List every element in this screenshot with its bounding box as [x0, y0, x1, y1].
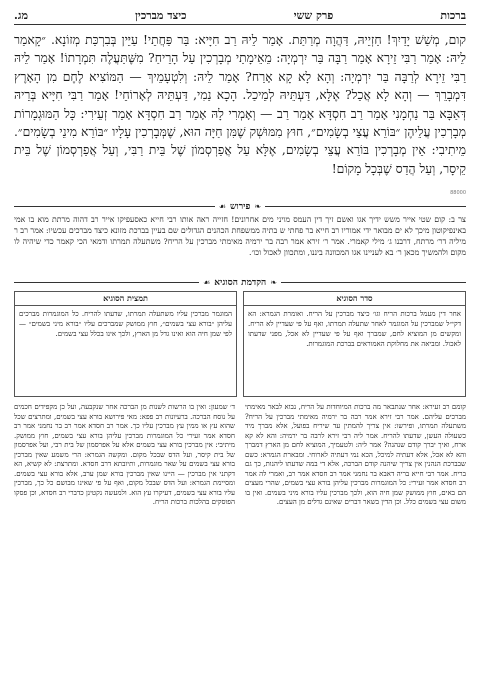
ornament-icon: ❧ — [254, 202, 262, 211]
divider-line — [281, 282, 466, 283]
ornament-icon: ☙ — [203, 278, 211, 287]
summary-boxes — [14, 291, 466, 397]
summary-box-title: תמצית הסוגיא — [15, 292, 236, 306]
chapter-name: כיצד מברכין — [135, 9, 187, 22]
divider-line — [14, 206, 215, 207]
page-ref: מג. — [14, 9, 28, 22]
page-header — [14, 6, 466, 25]
commentary-column-right: קומם רב זעירא: אחר שנתבאר מה ברכות המיוחדות על הריח, נבוא לבאר מאימתי מברכים עליהם. אמר רבי זירא אמר רבה בר ירמיה מאימתי מברכין על הריח? משתעלה תמרתו, ופירשו: אין צריך להמתין עד שיריח בפועל, אלא מברך מיד כשעולה העשן, שדעתו להריח. אמר ליה רבי זירא לרבה בר ירמיה: והא לא קא ארח, ואיך יברך קודם שנהנה? אמר ליה: ולטעמיך, המוציא לחם מן הארץ דמברך והא לא אכל, אלא דעתיה למיכל, הכא נמי דעתיה לארוחי. ומבארת הגמרא: כשם שבברכת הנהנין אין צריך שיהנה קודם הברכה, אלא די במה שדעתו ליהנות, כך גם בריח. אמר רבי חייא בריה דאבא בר נחמני אמר רב חסדא אמר רב, ואמרי לה אמר רב חסדא אמר זעירי: כל המוגמרות מברכין עליהן בורא עצי בשמים, שהרי מעצים הם באים, חוץ ממושק שמן חיה הוא, ולכך מברכין עליו בורא מיני בשמים. ואין בו משום עצי בשמים כלל. וכן הדין בשאר דברים שאינם גדלים מן העצים. — [245, 403, 466, 507]
explanation-text: צר ב: קום שטי אייר משש ידיך אגו ואשם זיך דין העמס מויני מים אחרונים! חזייה ראה אותו רבי חייא כאסעפיקו אייר רב דהוה מרתת מוא בו אמי באינפיקוטון מיכך לא ים מבואר ידי אמוריו רב חייא בר פחתי ש בתיה ממשפחת הכהנים הגדולים שם בעיין בברכת מזונא כיצד מברכים עכשיו: אמר רב ר מיליה דר׳ מרתח, דרבנו ג׳ מילי קאמרי. אמר ר׳ זירא אמר רבה בר ירמיה מאימתי מברכין על הריח? משתעלה תמרתו ודמאי הכי קאמר כדי שיהיה לו מקום ולהמשיך מכאן ר׳ בא לעניינו אגו המכוונה ביננו, ומתכוון לאכול וכו׳. — [14, 215, 466, 258]
page-mark: 88000 — [450, 190, 466, 196]
order-box — [243, 291, 466, 397]
order-box-title: סדר הסוגיא — [244, 292, 465, 306]
divider-line — [265, 206, 466, 207]
perek-label: פרק ששי — [293, 9, 334, 22]
commentary-columns — [14, 403, 466, 699]
commentary-column-left: ד׳ שמעון: ואין בו הרשות לשנות מן הברכה אחר שנקבעה, ועל כן מקפידים חכמים על נוסח הברכה. ברעיונות רב פפא: מאי פירושא בורא עצי בשמים, ומתרצים שכל שהוא עץ או ממין עץ מברכין עליו כך. אמר רב חסדא אמר רב בר נחמני אמר רב חסדא אמר זעירי כל המוגמרות מברכין עליהן בורא עצי בשמים, חוץ ממושק. מיתיבי: אין מברכין בורא עצי בשמים אלא על אפרסמון של בית רבי, ועל אפרסמון של בית קיסר, ועל הדס שבכל מקום. ומקשה הגמרא: הרי משמע שאין מברכין בורא עצי בשמים על שאר מוגמרות, ותיובתא דרב חסדא. ומתרצת: לא קשיא, הא דקתני אין מברכין — היינו שאין מברכין בורא שמן ערב, אלא בורא עצי בשמים. ומסיימת הגמרא: ועל הדס שבכל מקום, ואף על פי שאינו מבושם כל כך, מברכין עליו בורא עצי בשמים, דעיקרו עץ הוא. ולמעשה נקטינן כדברי רב חסדא, וכן פסקו הפוסקים בהלכות ברכות הריח. — [14, 403, 235, 507]
ornament-icon: ☙ — [218, 202, 227, 211]
tractate-name: ברכות — [440, 9, 466, 22]
summary-box-body: המוגמר מברכין עליו משתעלה תמרתו, שדעתו להריח. כל המוגמרות מברכים עליהן ״בורא עצי בשמים״, חוץ ממושק שמברכים עליו ״בורא מיני בשמים״ — לפי שמן חיה הוא ואינו גדל מן הארץ, ולכך אינו בכלל עצי בשמים. — [19, 310, 232, 338]
explanation-divider — [14, 201, 466, 212]
explanation-label: פירוש — [230, 202, 251, 212]
intro-divider — [14, 277, 466, 288]
divider-line — [14, 282, 199, 283]
order-box-body: אחר דין מעמל ברכות הריח וגו׳ כיצד מברכין על הריח. ואומרת הגמרא: הא דקי״ל שמברכין על המוגמר לאחר שתעלה תמרתו, ואף על פי שעדיין לא הריח. ומקשים מן המוציא לחם, שמברך ואף על פי שעדיין לא אכל, מפני שדעתו לאכול. ומביאה את מחלוקת האמוראים בברכת המוגמרות. — [248, 310, 461, 348]
intro-label: הקדמת הסוגיא — [214, 278, 267, 288]
main-text: קום, מְשַׁשׁ יָדַיִךְ! חַזְיֵיהּ, דַּהֲוָה מְרַתַּת. אָמַר לֵיהּ רַב חִיָּיא: בַּר פַּחֲתֵי! עַיֵּין בְּבִרְכַּת מְזוֹנָא. ״קָאמַר לֵיהּ: אָמַר רַבִּי זֵירָא אָמַר רַבָּה בַּר יִרְמְיָה: מֵאֵימָתַי מְבָרְכִין עַל הָרֵיחַ? מִשֶּׁתַּעֲלֶה תִּמְרָתוֹ! אָמַר לֵיהּ רַבִּי זֵירָא לְרַבָּה בַּר יִרְמְיָה: וְהָא לָא קָא אָרַח? אָמַר לֵיהּ: וְלִטְעָמֵיךְ — הַמּוֹצִיא לֶחֶם מִן הָאָרֶץ דִּמְבָרֵךְ — וְהָא לָא אֲכַל? אֶלָּא, דַּעְתֵּיהּ לְמֵיכַל. הָכָא נַמִי, דַּעְתֵּיהּ לְאָרוֹחֵי! אָמַר רַבִּי חִיָּיא בְּרֵיהּ דְּאַבָּא בַּר נַחְמָנִי אָמַר רַב חִסְדָּא אָמַר רַב — וְאָמְרִי לָהּ אָמַר רַב חִסְדָּא אָמַר זְעֵירִי: כָּל הַמּוּגְמָרוֹת מְבָרְכִין עֲלֵיהֶן ״בּוֹרֵא עֲצֵי בְשָׂמִים״, חוּץ מִמּוּשְׁק שֶׁמִּן חַיָּה הוּא, שֶׁמְּבָרְכִין עָלָיו ״בּוֹרֵא מִינֵי בְשָׂמִים״. מֵיתִיבִי: אֵין מְבָרְכִין בּוֹרֵא עֲצֵי בְשָׂמִים, אֶלָּא עַל אֲפַרְסְמוֹן שֶׁל בֵּית רַבִּי, וְעַל אֲפַרְסְמוֹן שֶׁל בֵּית קֵיסָר, וְעַל הֲדַס שֶׁבְּכָל מָקוֹם! — [14, 33, 466, 176]
summary-box — [14, 291, 237, 397]
ornament-icon: ❧ — [270, 278, 277, 287]
